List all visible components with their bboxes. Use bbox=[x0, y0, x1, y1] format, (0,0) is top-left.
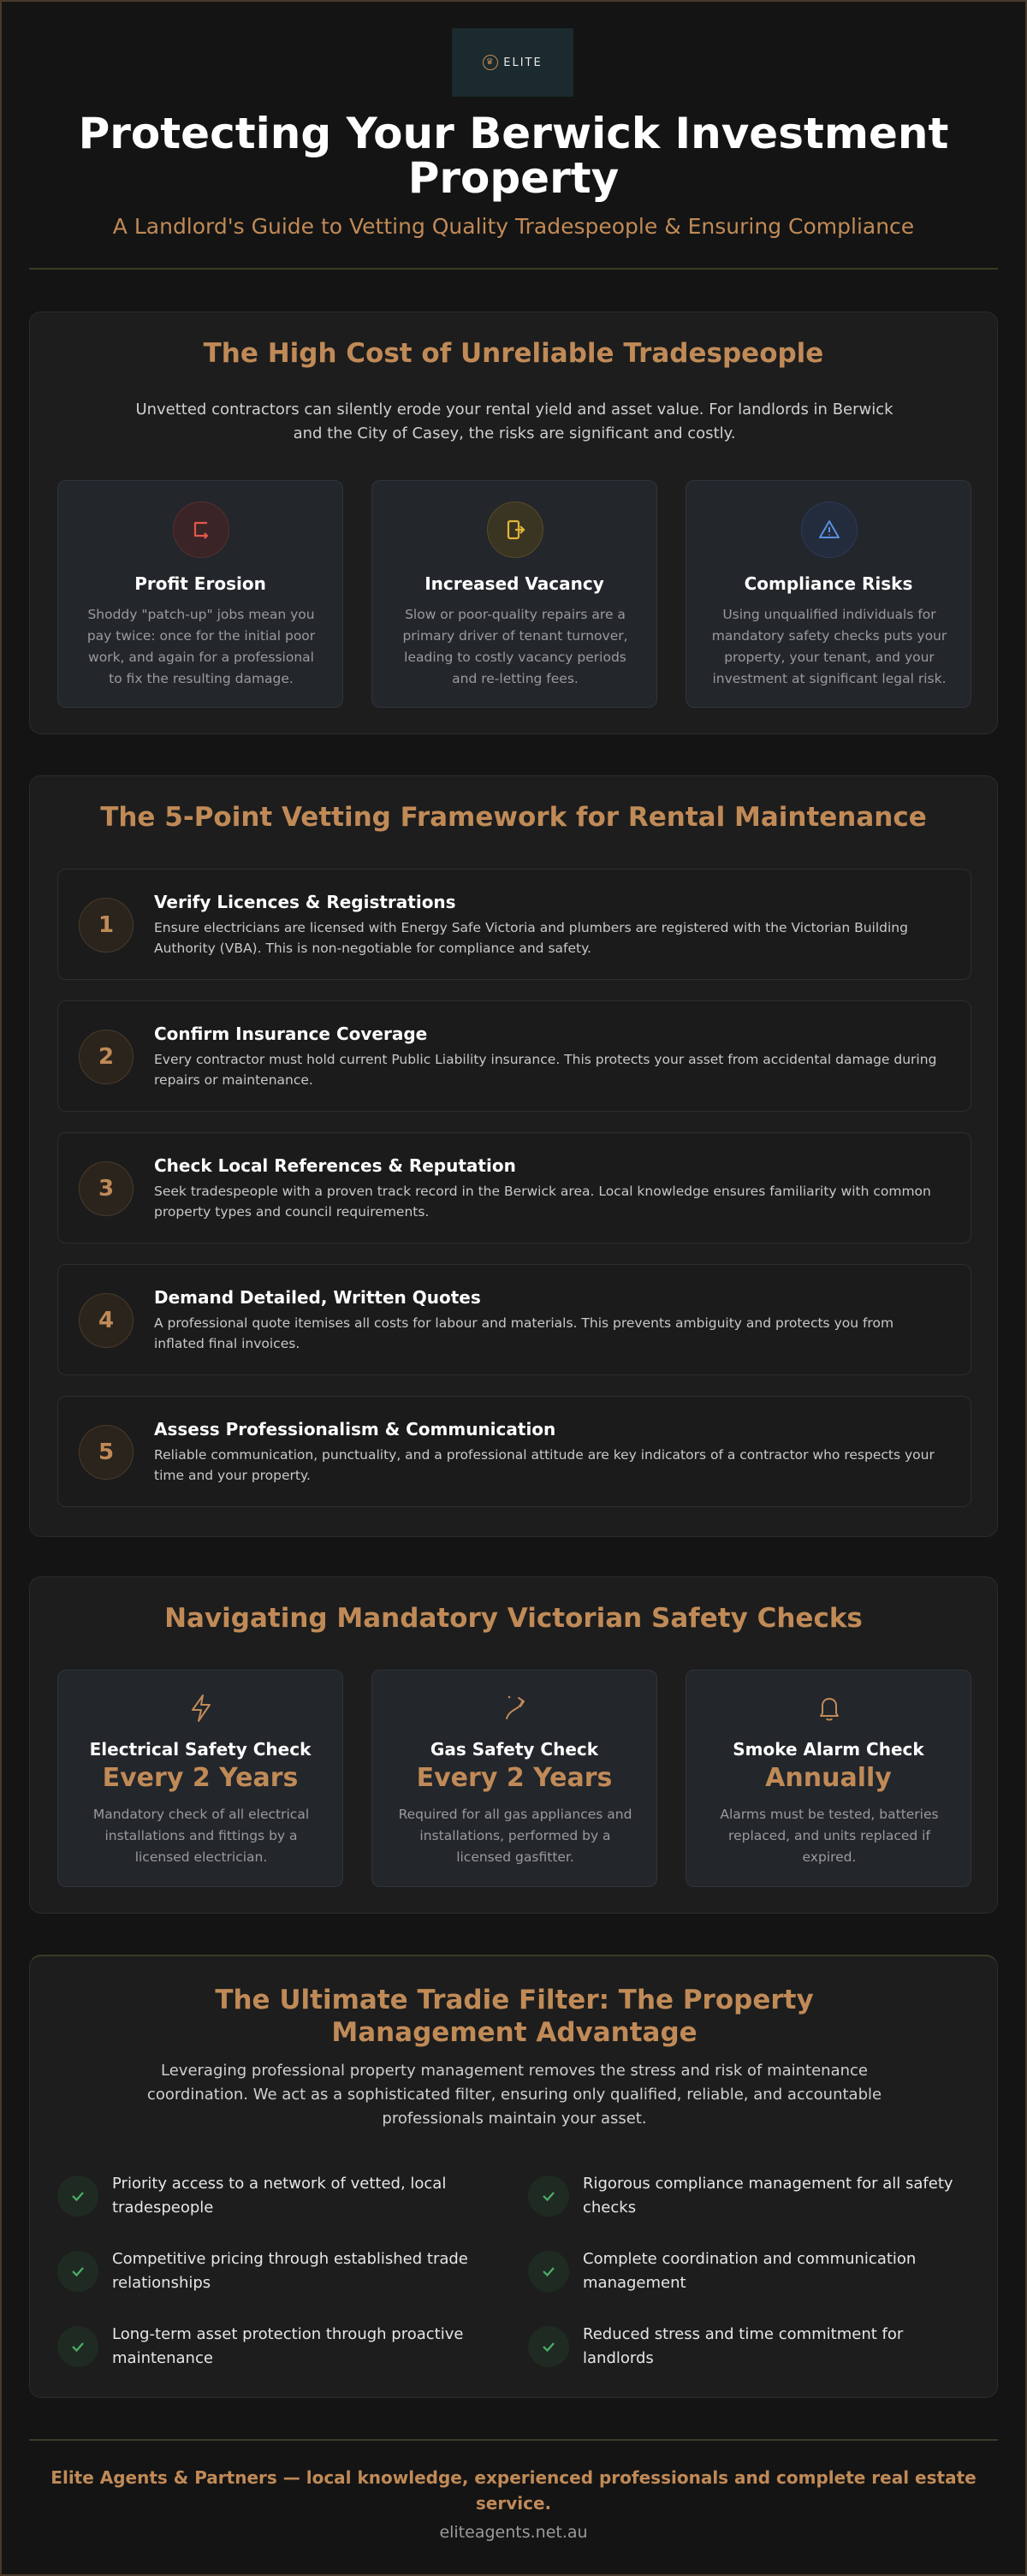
check-icon bbox=[57, 2251, 98, 2292]
step-title: Check Local References & Reputation bbox=[154, 1155, 516, 1176]
step-title: Confirm Insurance Coverage bbox=[154, 1024, 428, 1044]
step-item bbox=[57, 1396, 971, 1507]
safety-card-frequency: Annually bbox=[765, 1763, 892, 1793]
safety-card-frequency: Every 2 Years bbox=[416, 1763, 613, 1793]
benefit-item bbox=[528, 2172, 973, 2241]
brand-logo[interactable] bbox=[452, 28, 573, 97]
crown-icon: ♛ bbox=[483, 55, 498, 70]
profit-erosion-icon bbox=[173, 502, 229, 558]
benefit-text: Rigorous compliance management for all safety checks bbox=[583, 2175, 953, 2217]
step-number: 4 bbox=[79, 1293, 134, 1348]
step-number: 5 bbox=[79, 1425, 134, 1480]
filter-title: The Ultimate Tradie Filter: The Property Management Advantage bbox=[215, 1985, 814, 2048]
step-item bbox=[57, 869, 971, 980]
page-title: Protecting Your Berwick Investment Property bbox=[78, 109, 949, 203]
logo-text: ELITE bbox=[503, 56, 543, 69]
benefit-text: Competitive pricing through established trade relationships bbox=[112, 2250, 468, 2292]
safety-card-title: Electrical Safety Check bbox=[89, 1739, 312, 1760]
step-number: 3 bbox=[79, 1161, 134, 1216]
step-number: 2 bbox=[79, 1030, 134, 1084]
safety-title: Navigating Mandatory Victorian Safety Checks bbox=[164, 1603, 863, 1634]
page-subtitle: A Landlord's Guide to Vetting Quality Tradespeople & Ensuring Compliance bbox=[112, 214, 915, 239]
benefit-text: Long-term asset protection through proactive maintenance bbox=[112, 2325, 464, 2367]
cost-title: The High Cost of Unreliable Tradespeople bbox=[203, 338, 824, 369]
flame-icon bbox=[498, 1691, 532, 1725]
cost-card-profit bbox=[57, 480, 343, 708]
footer-url-link[interactable]: eliteagents.net.au bbox=[439, 2523, 588, 2542]
step-title: Assess Professionalism & Communication bbox=[154, 1419, 556, 1439]
framework-title: The 5-Point Vetting Framework for Rental Maintenance bbox=[100, 802, 927, 833]
cost-card-title: Increased Vacancy bbox=[424, 573, 604, 594]
warning-triangle-icon bbox=[801, 502, 858, 558]
step-item bbox=[57, 1264, 971, 1375]
filter-intro: Leveraging professional property management removes the stress and risk of maintenance coordination. We act as a sophisticated filter, ensuring only qualified, reliable, and accountable professionals maintain your asset. bbox=[146, 2062, 882, 2128]
safety-section bbox=[29, 1576, 998, 1914]
safety-card-text: Alarms must be tested, batteries replaced, and units replaced if expired. bbox=[720, 1807, 939, 1865]
safety-card-text: Required for all gas appliances and installations, performed by a licensed gasfitter. bbox=[398, 1807, 632, 1865]
step-text: Seek tradespeople with a proven track record in the Berwick area. Local knowledge ensures familiarity with common property types and council requirements. bbox=[154, 1184, 931, 1220]
cost-card-text: Shoddy "patch-up" jobs mean you pay twice: once for the initial poor work, and again for a professional to fix the resulting damage. bbox=[86, 607, 316, 686]
check-icon bbox=[528, 2251, 569, 2292]
lightning-icon bbox=[184, 1691, 218, 1725]
benefit-item bbox=[528, 2323, 973, 2391]
footer-tagline: Elite Agents & Partners — local knowledge, experienced professionals and complete real estate service. bbox=[50, 2467, 977, 2514]
benefit-text: Reduced stress and time commitment for landlords bbox=[583, 2325, 904, 2367]
step-number: 1 bbox=[79, 898, 134, 953]
step-item bbox=[57, 1132, 971, 1243]
header-divider bbox=[29, 268, 998, 270]
footer-divider bbox=[29, 2439, 998, 2441]
bell-icon bbox=[812, 1691, 846, 1725]
benefit-text: Priority access to a network of vetted, local tradespeople bbox=[112, 2175, 447, 2217]
framework-section bbox=[29, 775, 998, 1537]
cost-card-title: Profit Erosion bbox=[134, 573, 266, 594]
step-title: Verify Licences & Registrations bbox=[154, 892, 456, 912]
step-text: Ensure electricians are licensed with Energy Safe Victoria and plumbers are registered with the Victorian Building Authority (VBA). This is non-negotiable for compliance and safety. bbox=[154, 920, 908, 956]
cost-card-vacancy bbox=[371, 480, 657, 708]
cost-card-title: Compliance Risks bbox=[744, 573, 913, 594]
check-icon bbox=[57, 2326, 98, 2367]
benefit-item bbox=[57, 2247, 502, 2316]
check-icon bbox=[528, 2326, 569, 2367]
door-exit-icon bbox=[487, 502, 543, 558]
step-text: Reliable communication, punctuality, and a professional attitude are key indicators of a contractor who respects your time and your property. bbox=[154, 1447, 935, 1483]
check-icon bbox=[57, 2175, 98, 2217]
cost-intro: Unvetted contractors can silently erode your rental yield and asset value. For landlords in Berwick and the City of Casey, the risks are significant and costly. bbox=[135, 401, 893, 442]
step-item bbox=[57, 1000, 971, 1112]
safety-card-title: Gas Safety Check bbox=[430, 1739, 599, 1760]
safety-card-gas bbox=[371, 1670, 657, 1887]
safety-card-text: Mandatory check of all electrical installations and fittings by a licensed electrician. bbox=[92, 1807, 310, 1865]
safety-card-electrical bbox=[57, 1670, 343, 1887]
check-icon bbox=[528, 2175, 569, 2217]
safety-card-smoke bbox=[686, 1670, 971, 1887]
filter-section bbox=[29, 1955, 998, 2398]
step-title: Demand Detailed, Written Quotes bbox=[154, 1287, 481, 1308]
benefit-item bbox=[528, 2247, 973, 2316]
benefit-item bbox=[57, 2323, 502, 2391]
benefit-item bbox=[57, 2172, 502, 2241]
safety-card-title: Smoke Alarm Check bbox=[733, 1739, 924, 1760]
benefit-text: Complete coordination and communication management bbox=[583, 2250, 917, 2292]
cost-card-text: Slow or poor-quality repairs are a primary driver of tenant turnover, leading to costly vacancy periods and re-letting fees. bbox=[402, 607, 628, 686]
step-text: Every contractor must hold current Public Liability insurance. This protects your asset from accidental damage during repairs or maintenance. bbox=[154, 1052, 937, 1088]
cost-section bbox=[29, 312, 998, 734]
safety-card-frequency: Every 2 Years bbox=[102, 1763, 299, 1793]
step-text: A professional quote itemises all costs for labour and materials. This prevents ambiguity and protects you from inflated final invoices. bbox=[154, 1315, 894, 1351]
cost-card-compliance bbox=[686, 480, 971, 708]
cost-card-text: Using unqualified individuals for mandatory safety checks puts your property, your tenant, and your investment at significant legal risk. bbox=[711, 607, 947, 686]
